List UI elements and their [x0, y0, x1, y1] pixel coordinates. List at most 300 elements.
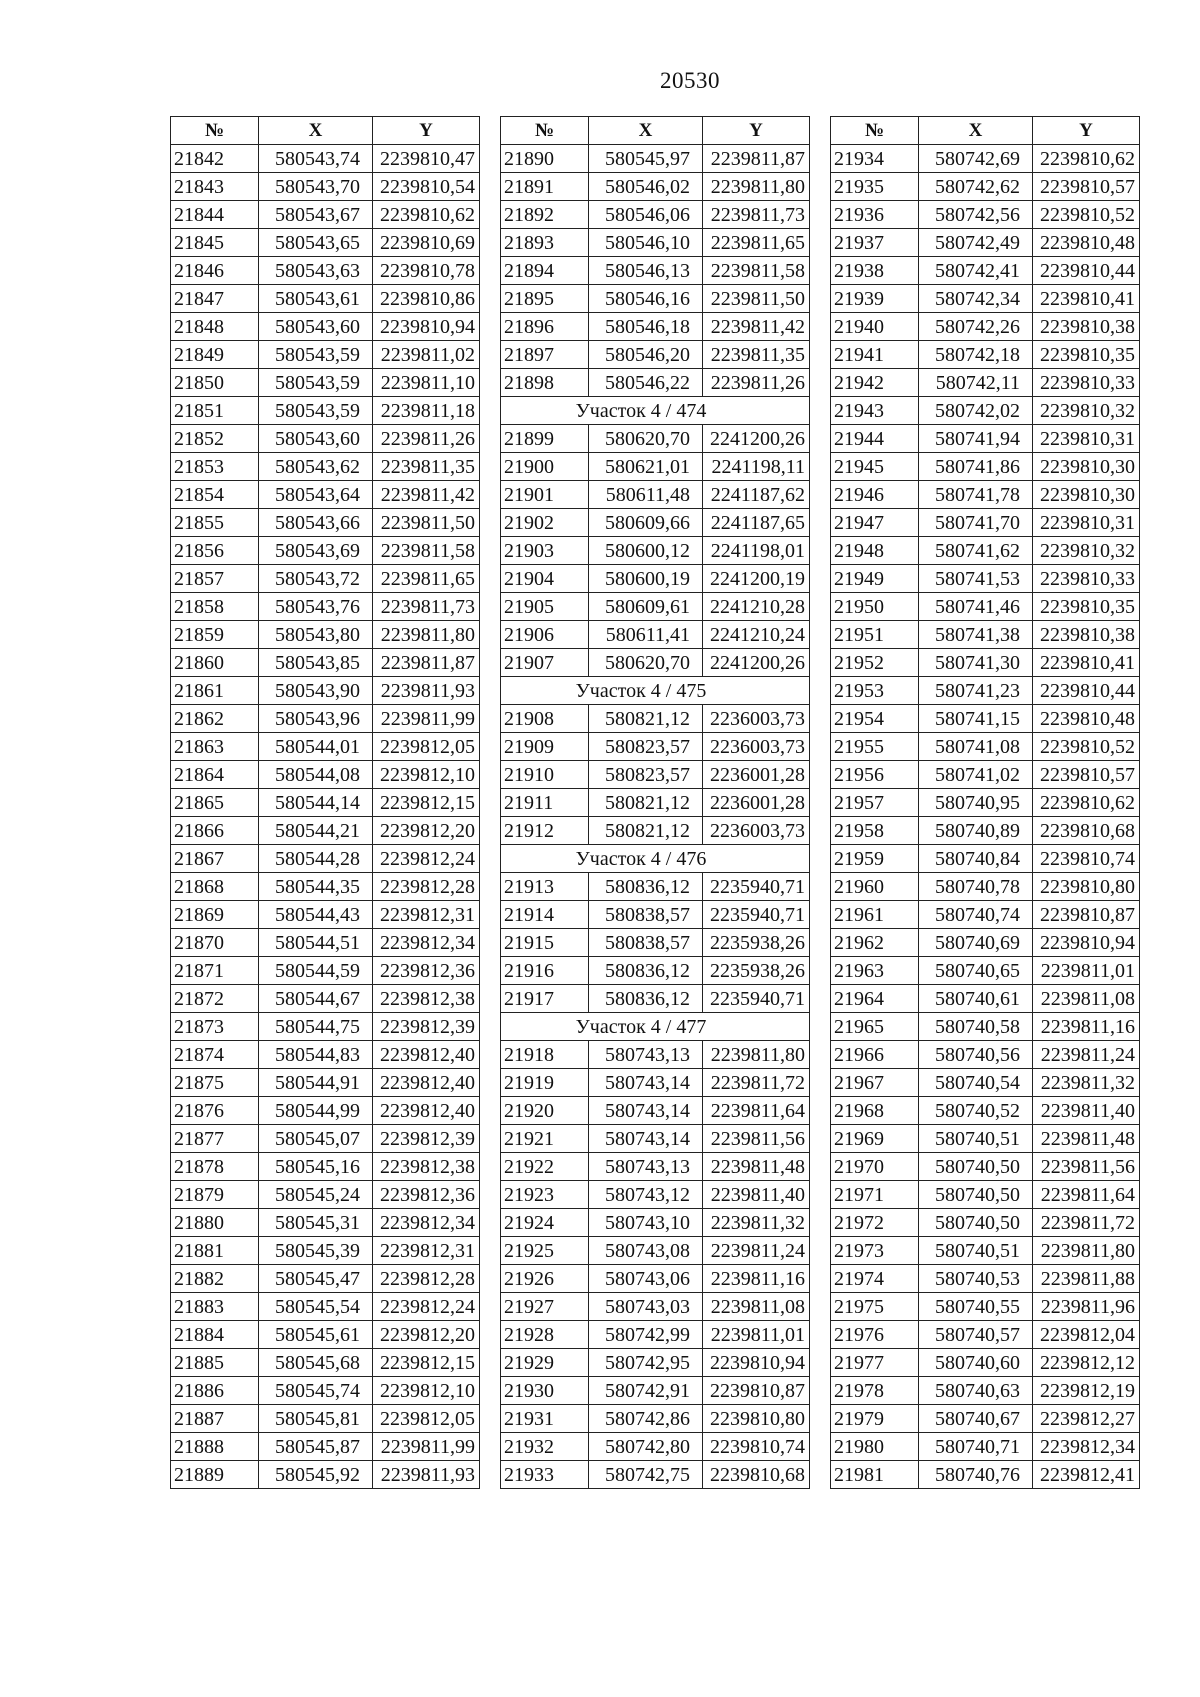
point-number: 21950 [831, 593, 919, 621]
point-number: 21939 [831, 285, 919, 313]
y-coordinate: 2239810,32 [1033, 397, 1140, 425]
table-row [501, 481, 810, 509]
header-y: Y [373, 117, 480, 145]
x-coordinate: 580546,16 [589, 285, 703, 313]
y-coordinate: 2239812,19 [1033, 1377, 1140, 1405]
table-row [501, 369, 810, 397]
y-coordinate: 2239810,69 [373, 229, 480, 257]
x-coordinate: 580742,41 [919, 257, 1033, 285]
x-coordinate: 580546,18 [589, 313, 703, 341]
y-coordinate: 2239810,35 [1033, 593, 1140, 621]
x-coordinate: 580545,24 [259, 1181, 373, 1209]
table-row [831, 929, 1140, 957]
y-coordinate: 2239811,08 [703, 1293, 810, 1321]
x-coordinate: 580620,70 [589, 425, 703, 453]
x-coordinate: 580742,80 [589, 1433, 703, 1461]
table-row [171, 901, 480, 929]
point-number: 21965 [831, 1013, 919, 1041]
point-number: 21954 [831, 705, 919, 733]
y-coordinate: 2239811,35 [373, 453, 480, 481]
y-coordinate: 2239810,78 [373, 257, 480, 285]
table-row [501, 1461, 810, 1489]
point-number: 21972 [831, 1209, 919, 1237]
y-coordinate: 2236001,28 [703, 761, 810, 789]
y-coordinate: 2239810,87 [1033, 901, 1140, 929]
x-coordinate: 580740,74 [919, 901, 1033, 929]
table-row [171, 761, 480, 789]
x-coordinate: 580543,60 [259, 313, 373, 341]
point-number: 21878 [171, 1153, 259, 1181]
point-number: 21962 [831, 929, 919, 957]
y-coordinate: 2239810,47 [373, 145, 480, 173]
table-row [501, 1265, 810, 1293]
x-coordinate: 580740,61 [919, 985, 1033, 1013]
x-coordinate: 580742,02 [919, 397, 1033, 425]
table-row [171, 1209, 480, 1237]
x-coordinate: 580544,91 [259, 1069, 373, 1097]
y-coordinate: 2239810,32 [1033, 537, 1140, 565]
point-number: 21919 [501, 1069, 589, 1097]
x-coordinate: 580742,91 [589, 1377, 703, 1405]
y-coordinate: 2239812,28 [373, 873, 480, 901]
header-number: № [171, 117, 259, 145]
point-number: 21978 [831, 1377, 919, 1405]
table-row [501, 145, 810, 173]
section-label: Участок 4 / 476 [575, 847, 707, 870]
y-coordinate: 2239811,58 [703, 257, 810, 285]
coordinate-table [830, 116, 1140, 1489]
point-number: 21904 [501, 565, 589, 593]
y-coordinate: 2239812,31 [373, 901, 480, 929]
y-coordinate: 2239811,56 [1033, 1153, 1140, 1181]
point-number: 21864 [171, 761, 259, 789]
point-number: 21956 [831, 761, 919, 789]
table-row [501, 1237, 810, 1265]
point-number: 21942 [831, 369, 919, 397]
y-coordinate: 2239812,28 [373, 1265, 480, 1293]
table-row [171, 1153, 480, 1181]
point-number: 21935 [831, 173, 919, 201]
y-coordinate: 2239810,41 [1033, 649, 1140, 677]
table-row [831, 565, 1140, 593]
table-row [831, 1405, 1140, 1433]
x-coordinate: 580741,78 [919, 481, 1033, 509]
y-coordinate: 2239810,30 [1033, 453, 1140, 481]
table-row [171, 453, 480, 481]
point-number: 21854 [171, 481, 259, 509]
table-row [171, 1405, 480, 1433]
y-coordinate: 2239811,35 [703, 341, 810, 369]
table-row [831, 1041, 1140, 1069]
table-row [831, 733, 1140, 761]
point-number: 21973 [831, 1237, 919, 1265]
y-coordinate: 2239811,48 [703, 1153, 810, 1181]
table-row [171, 733, 480, 761]
y-coordinate: 2239810,33 [1033, 369, 1140, 397]
x-coordinate: 580740,57 [919, 1321, 1033, 1349]
table-row [171, 1097, 480, 1125]
point-number: 21905 [501, 593, 589, 621]
x-coordinate: 580544,28 [259, 845, 373, 873]
y-coordinate: 2239811,50 [703, 285, 810, 313]
y-coordinate: 2239811,99 [373, 1433, 480, 1461]
table-row [501, 509, 810, 537]
y-coordinate: 2239811,80 [703, 1041, 810, 1069]
x-coordinate: 580743,13 [589, 1041, 703, 1069]
header-x: X [259, 117, 373, 145]
table-row [171, 677, 480, 705]
point-number: 21900 [501, 453, 589, 481]
x-coordinate: 580740,89 [919, 817, 1033, 845]
y-coordinate: 2239811,65 [703, 229, 810, 257]
y-coordinate: 2239810,48 [1033, 705, 1140, 733]
y-coordinate: 2239810,74 [1033, 845, 1140, 873]
y-coordinate: 2239812,15 [373, 789, 480, 817]
table-row [171, 1293, 480, 1321]
y-coordinate: 2239810,80 [1033, 873, 1140, 901]
x-coordinate: 580545,92 [259, 1461, 373, 1489]
x-coordinate: 580545,68 [259, 1349, 373, 1377]
point-number: 21862 [171, 705, 259, 733]
y-coordinate: 2239810,57 [1033, 173, 1140, 201]
table-row [171, 257, 480, 285]
x-coordinate: 580740,51 [919, 1125, 1033, 1153]
y-coordinate: 2239811,08 [1033, 985, 1140, 1013]
header-number: № [831, 117, 919, 145]
x-coordinate: 580620,70 [589, 649, 703, 677]
table-row [831, 537, 1140, 565]
y-coordinate: 2239811,16 [1033, 1013, 1140, 1041]
table-row [501, 733, 810, 761]
point-number: 21980 [831, 1433, 919, 1461]
y-coordinate: 2239811,80 [373, 621, 480, 649]
y-coordinate: 2241187,62 [703, 481, 810, 509]
x-coordinate: 580543,69 [259, 537, 373, 565]
table-row [501, 1293, 810, 1321]
x-coordinate: 580740,65 [919, 957, 1033, 985]
table-header-row [501, 117, 810, 145]
x-coordinate: 580546,10 [589, 229, 703, 257]
table-row [501, 1377, 810, 1405]
table-row [831, 761, 1140, 789]
y-coordinate: 2239810,68 [703, 1461, 810, 1489]
table-header-row [171, 117, 480, 145]
point-number: 21884 [171, 1321, 259, 1349]
point-number: 21964 [831, 985, 919, 1013]
point-number: 21961 [831, 901, 919, 929]
point-number: 21847 [171, 285, 259, 313]
y-coordinate: 2239812,41 [1033, 1461, 1140, 1489]
x-coordinate: 580743,12 [589, 1181, 703, 1209]
point-number: 21868 [171, 873, 259, 901]
point-number: 21893 [501, 229, 589, 257]
point-number: 21960 [831, 873, 919, 901]
table-body [171, 145, 480, 1489]
y-coordinate: 2239811,80 [703, 173, 810, 201]
table-row [831, 789, 1140, 817]
x-coordinate: 580545,07 [259, 1125, 373, 1153]
table-row [501, 229, 810, 257]
x-coordinate: 580742,11 [919, 369, 1033, 397]
y-coordinate: 2239810,30 [1033, 481, 1140, 509]
y-coordinate: 2239810,38 [1033, 313, 1140, 341]
x-coordinate: 580742,18 [919, 341, 1033, 369]
x-coordinate: 580740,52 [919, 1097, 1033, 1125]
point-number: 21943 [831, 397, 919, 425]
y-coordinate: 2239812,34 [373, 1209, 480, 1237]
y-coordinate: 2239811,87 [373, 649, 480, 677]
x-coordinate: 580823,57 [589, 733, 703, 761]
table-row [831, 1237, 1140, 1265]
x-coordinate: 580611,41 [589, 621, 703, 649]
x-coordinate: 580600,19 [589, 565, 703, 593]
y-coordinate: 2239810,54 [373, 173, 480, 201]
x-coordinate: 580544,43 [259, 901, 373, 929]
x-coordinate: 580741,53 [919, 565, 1033, 593]
point-number: 21932 [501, 1433, 589, 1461]
x-coordinate: 580838,57 [589, 901, 703, 929]
y-coordinate: 2239810,74 [703, 1433, 810, 1461]
point-number: 21870 [171, 929, 259, 957]
x-coordinate: 580740,50 [919, 1153, 1033, 1181]
x-coordinate: 580544,14 [259, 789, 373, 817]
point-number: 21934 [831, 145, 919, 173]
y-coordinate: 2239810,62 [1033, 145, 1140, 173]
y-coordinate: 2239810,94 [1033, 929, 1140, 957]
header-y: Y [1033, 117, 1140, 145]
x-coordinate: 580740,53 [919, 1265, 1033, 1293]
point-number: 21877 [171, 1125, 259, 1153]
x-coordinate: 580543,76 [259, 593, 373, 621]
x-coordinate: 580741,23 [919, 677, 1033, 705]
section-label: Участок 4 / 477 [575, 1015, 707, 1038]
point-number: 21955 [831, 733, 919, 761]
point-number: 21872 [171, 985, 259, 1013]
point-number: 21889 [171, 1461, 259, 1489]
y-coordinate: 2241210,24 [703, 621, 810, 649]
x-coordinate: 580544,01 [259, 733, 373, 761]
x-coordinate: 580740,56 [919, 1041, 1033, 1069]
point-number: 21929 [501, 1349, 589, 1377]
table-row [831, 509, 1140, 537]
x-coordinate: 580740,63 [919, 1377, 1033, 1405]
y-coordinate: 2239811,26 [373, 425, 480, 453]
table-row [831, 201, 1140, 229]
point-number: 21894 [501, 257, 589, 285]
x-coordinate: 580544,59 [259, 957, 373, 985]
y-coordinate: 2239812,04 [1033, 1321, 1140, 1349]
y-coordinate: 2239810,94 [373, 313, 480, 341]
table-row [501, 537, 810, 565]
x-coordinate: 580545,61 [259, 1321, 373, 1349]
table-row [171, 649, 480, 677]
table-row [501, 985, 810, 1013]
table-row [171, 705, 480, 733]
table-row [501, 873, 810, 901]
table-row [171, 1349, 480, 1377]
x-coordinate: 580609,66 [589, 509, 703, 537]
table-row [171, 621, 480, 649]
point-number: 21848 [171, 313, 259, 341]
table-row [831, 901, 1140, 929]
table-row [831, 873, 1140, 901]
x-coordinate: 580543,62 [259, 453, 373, 481]
point-number: 21852 [171, 425, 259, 453]
y-coordinate: 2239811,01 [1033, 957, 1140, 985]
table-row [501, 1349, 810, 1377]
x-coordinate: 580743,13 [589, 1153, 703, 1181]
y-coordinate: 2239811,64 [1033, 1181, 1140, 1209]
y-coordinate: 2239812,34 [373, 929, 480, 957]
point-number: 21845 [171, 229, 259, 257]
x-coordinate: 580836,12 [589, 957, 703, 985]
point-number: 21953 [831, 677, 919, 705]
table-row [831, 1013, 1140, 1041]
point-number: 21968 [831, 1097, 919, 1125]
table-row [501, 761, 810, 789]
point-number: 21890 [501, 145, 589, 173]
y-coordinate: 2239812,40 [373, 1097, 480, 1125]
y-coordinate: 2239812,10 [373, 761, 480, 789]
x-coordinate: 580821,12 [589, 789, 703, 817]
x-coordinate: 580543,96 [259, 705, 373, 733]
table-row [171, 1069, 480, 1097]
point-number: 21936 [831, 201, 919, 229]
table-row [171, 341, 480, 369]
point-number: 21927 [501, 1293, 589, 1321]
point-number: 21930 [501, 1377, 589, 1405]
table-row [831, 1209, 1140, 1237]
x-coordinate: 580543,66 [259, 509, 373, 537]
x-coordinate: 580743,10 [589, 1209, 703, 1237]
table-row [501, 1181, 810, 1209]
point-number: 21853 [171, 453, 259, 481]
point-number: 21857 [171, 565, 259, 593]
point-number: 21967 [831, 1069, 919, 1097]
y-coordinate: 2239811,42 [703, 313, 810, 341]
x-coordinate: 580821,12 [589, 705, 703, 733]
x-coordinate: 580743,08 [589, 1237, 703, 1265]
table-row [501, 425, 810, 453]
x-coordinate: 580544,75 [259, 1013, 373, 1041]
point-number: 21902 [501, 509, 589, 537]
point-number: 21867 [171, 845, 259, 873]
x-coordinate: 580544,51 [259, 929, 373, 957]
y-coordinate: 2239811,56 [703, 1125, 810, 1153]
y-coordinate: 2239812,39 [373, 1013, 480, 1041]
x-coordinate: 580740,55 [919, 1293, 1033, 1321]
y-coordinate: 2241187,65 [703, 509, 810, 537]
x-coordinate: 580836,12 [589, 873, 703, 901]
table-row [501, 817, 810, 845]
x-coordinate: 580740,95 [919, 789, 1033, 817]
x-coordinate: 580740,60 [919, 1349, 1033, 1377]
page-number: 20530 [660, 68, 720, 93]
point-number: 21926 [501, 1265, 589, 1293]
point-number: 21938 [831, 257, 919, 285]
table-row [831, 173, 1140, 201]
x-coordinate: 580743,03 [589, 1293, 703, 1321]
point-number: 21909 [501, 733, 589, 761]
point-number: 21981 [831, 1461, 919, 1489]
y-coordinate: 2239811,72 [1033, 1209, 1140, 1237]
table-row [831, 817, 1140, 845]
x-coordinate: 580543,59 [259, 369, 373, 397]
point-number: 21895 [501, 285, 589, 313]
x-coordinate: 580740,78 [919, 873, 1033, 901]
header-x: X [589, 117, 703, 145]
table-row [831, 145, 1140, 173]
table-row [171, 397, 480, 425]
x-coordinate: 580546,20 [589, 341, 703, 369]
y-coordinate: 2239812,39 [373, 1125, 480, 1153]
point-number: 21948 [831, 537, 919, 565]
point-number: 21928 [501, 1321, 589, 1349]
table-row [501, 313, 810, 341]
y-coordinate: 2239812,05 [373, 1405, 480, 1433]
x-coordinate: 580740,58 [919, 1013, 1033, 1041]
section-row [501, 845, 810, 873]
point-number: 21947 [831, 509, 919, 537]
table-row [831, 257, 1140, 285]
y-coordinate: 2239811,64 [703, 1097, 810, 1125]
point-number: 21888 [171, 1433, 259, 1461]
table-row [171, 369, 480, 397]
x-coordinate: 580543,60 [259, 425, 373, 453]
point-number: 21887 [171, 1405, 259, 1433]
point-number: 21914 [501, 901, 589, 929]
header-number: № [501, 117, 589, 145]
x-coordinate: 580742,26 [919, 313, 1033, 341]
point-number: 21915 [501, 929, 589, 957]
point-number: 21842 [171, 145, 259, 173]
y-coordinate: 2239812,38 [373, 1153, 480, 1181]
y-coordinate: 2239811,48 [1033, 1125, 1140, 1153]
point-number: 21903 [501, 537, 589, 565]
y-coordinate: 2241198,11 [703, 453, 810, 481]
point-number: 21865 [171, 789, 259, 817]
y-coordinate: 2239810,80 [703, 1405, 810, 1433]
point-number: 21918 [501, 1041, 589, 1069]
y-coordinate: 2239811,73 [373, 593, 480, 621]
table-row [501, 285, 810, 313]
y-coordinate: 2239811,10 [373, 369, 480, 397]
point-number: 21931 [501, 1405, 589, 1433]
y-coordinate: 2239810,44 [1033, 677, 1140, 705]
y-coordinate: 2241198,01 [703, 537, 810, 565]
point-number: 21843 [171, 173, 259, 201]
y-coordinate: 2239810,52 [1033, 733, 1140, 761]
x-coordinate: 580741,62 [919, 537, 1033, 565]
x-coordinate: 580836,12 [589, 985, 703, 1013]
x-coordinate: 580546,06 [589, 201, 703, 229]
y-coordinate: 2236003,73 [703, 733, 810, 761]
x-coordinate: 580740,54 [919, 1069, 1033, 1097]
table-row [501, 257, 810, 285]
y-coordinate: 2239810,31 [1033, 425, 1140, 453]
point-number: 21879 [171, 1181, 259, 1209]
y-coordinate: 2239810,33 [1033, 565, 1140, 593]
y-coordinate: 2239811,32 [703, 1209, 810, 1237]
table-row [831, 285, 1140, 313]
x-coordinate: 580543,61 [259, 285, 373, 313]
table-row [831, 369, 1140, 397]
y-coordinate: 2239811,50 [373, 509, 480, 537]
point-number: 21869 [171, 901, 259, 929]
table-row [831, 1349, 1140, 1377]
table-row [501, 565, 810, 593]
x-coordinate: 580740,50 [919, 1209, 1033, 1237]
